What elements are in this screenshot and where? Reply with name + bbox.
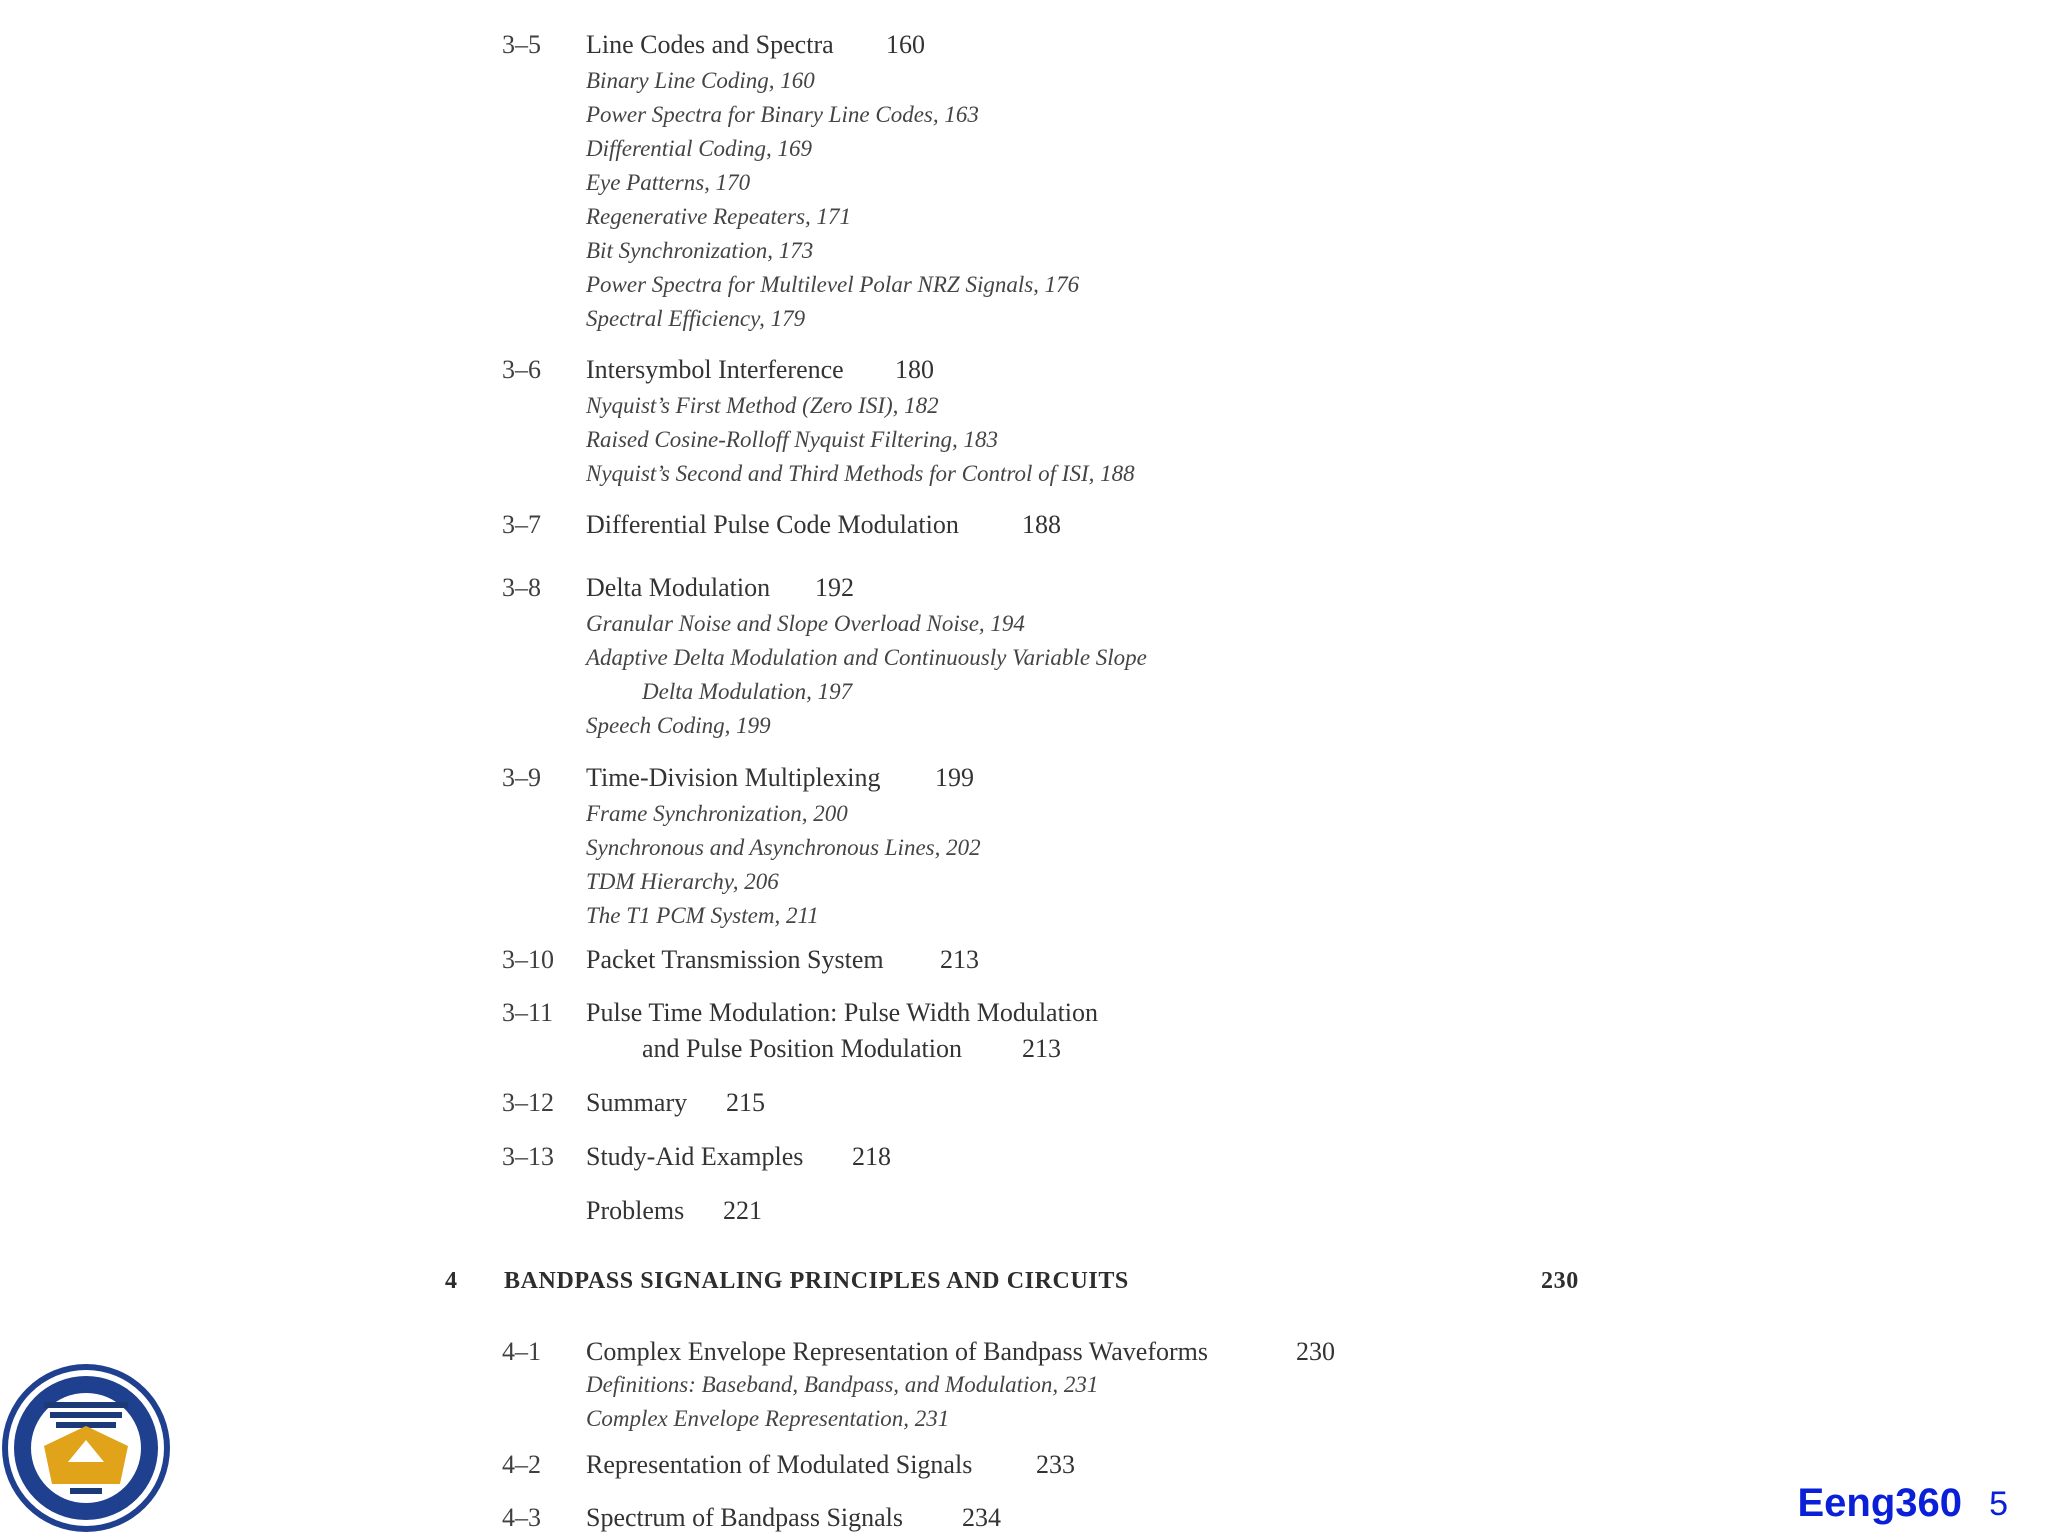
section-page: 234 — [962, 1503, 1001, 1532]
section-page: 221 — [723, 1196, 762, 1225]
subsection: Adaptive Delta Modulation and Continuously Variable Slope — [586, 645, 1147, 670]
section-title: Representation of Modulated Signals — [586, 1450, 973, 1479]
subsection: Delta Modulation, 197 — [642, 679, 853, 704]
section-title: Intersymbol Interference — [586, 355, 844, 384]
section-number: 3–11 — [502, 998, 554, 1027]
section-page: 230 — [1296, 1337, 1335, 1366]
subsection: Differential Coding, 169 — [586, 136, 812, 161]
subsection: Regenerative Repeaters, 171 — [586, 204, 852, 229]
section-number: 3–10 — [502, 945, 554, 974]
subsection: Bit Synchronization, 173 — [586, 238, 814, 263]
section-page: 233 — [1036, 1450, 1075, 1479]
section-number: 3–7 — [502, 510, 541, 539]
section-number: 4–1 — [502, 1337, 541, 1366]
section-number: 3–8 — [502, 573, 541, 602]
section-title: Summary — [586, 1088, 688, 1117]
section-title: Line Codes and Spectra — [586, 30, 834, 59]
slide-number: 5 — [1989, 1485, 2008, 1523]
section-number: 4–3 — [502, 1503, 541, 1532]
section-page: 213 — [1022, 1034, 1061, 1063]
section-number: 4–2 — [502, 1450, 541, 1479]
section-title: Time-Division Multiplexing — [586, 763, 881, 792]
section-page: 199 — [935, 763, 974, 792]
section-page: 188 — [1022, 510, 1061, 539]
subsection: Binary Line Coding, 160 — [586, 68, 815, 93]
section-title: Problems — [586, 1196, 685, 1225]
chapter-number: 4 — [445, 1268, 458, 1294]
section-title: Pulse Time Modulation: Pulse Width Modulation — [586, 998, 1099, 1027]
subsection: Frame Synchronization, 200 — [586, 801, 848, 826]
section-title-continued: and Pulse Position Modulation — [642, 1034, 962, 1063]
subsection: Speech Coding, 199 — [586, 713, 771, 738]
chapter-title: BANDPASS SIGNALING PRINCIPLES AND CIRCUITS — [504, 1268, 1129, 1294]
section-page: 192 — [815, 573, 854, 602]
subsection: The T1 PCM System, 211 — [586, 903, 819, 928]
section-page: 215 — [726, 1088, 765, 1117]
subsection: Spectral Efficiency, 179 — [586, 306, 806, 331]
subsection: Nyquist’s Second and Third Methods for Control of ISI, 188 — [586, 461, 1135, 486]
subsection: Power Spectra for Binary Line Codes, 163 — [586, 102, 979, 127]
section-title: Delta Modulation — [586, 573, 771, 602]
chapter-page: 230 — [1541, 1268, 1579, 1294]
section-page: 160 — [886, 30, 925, 59]
subsection: Eye Patterns, 170 — [586, 170, 751, 195]
section-page: 213 — [940, 945, 979, 974]
section-title: Differential Pulse Code Modulation — [586, 510, 959, 539]
subsection: Granular Noise and Slope Overload Noise, 194 — [586, 611, 1025, 636]
section-number: 3–12 — [502, 1088, 554, 1117]
subsection: Nyquist’s First Method (Zero ISI), 182 — [586, 393, 939, 418]
subsection: Definitions: Baseband, Bandpass, and Modulation, 231 — [586, 1372, 1099, 1397]
section-number: 3–9 — [502, 763, 541, 792]
subsection: Raised Cosine-Rolloff Nyquist Filtering, 183 — [586, 427, 999, 452]
subsection: Synchronous and Asynchronous Lines, 202 — [586, 835, 981, 860]
subsection: TDM Hierarchy, 206 — [586, 869, 779, 894]
section-title: Packet Transmission System — [586, 945, 884, 974]
section-number: 3–13 — [502, 1142, 554, 1171]
section-page: 180 — [895, 355, 934, 384]
subsection: Power Spectra for Multilevel Polar NRZ Signals, 176 — [586, 272, 1080, 297]
section-page: 218 — [852, 1142, 891, 1171]
course-label: Eeng360 — [1797, 1481, 1962, 1525]
section-number: 3–6 — [502, 355, 541, 384]
section-number: 3–5 — [502, 30, 541, 59]
section-title: Spectrum of Bandpass Signals — [586, 1503, 904, 1532]
subsection: Complex Envelope Representation, 231 — [586, 1406, 950, 1431]
section-title: Study-Aid Examples — [586, 1142, 804, 1171]
university-seal-icon — [0, 1362, 172, 1534]
section-title: Complex Envelope Representation of Bandpass Waveforms — [586, 1337, 1209, 1366]
